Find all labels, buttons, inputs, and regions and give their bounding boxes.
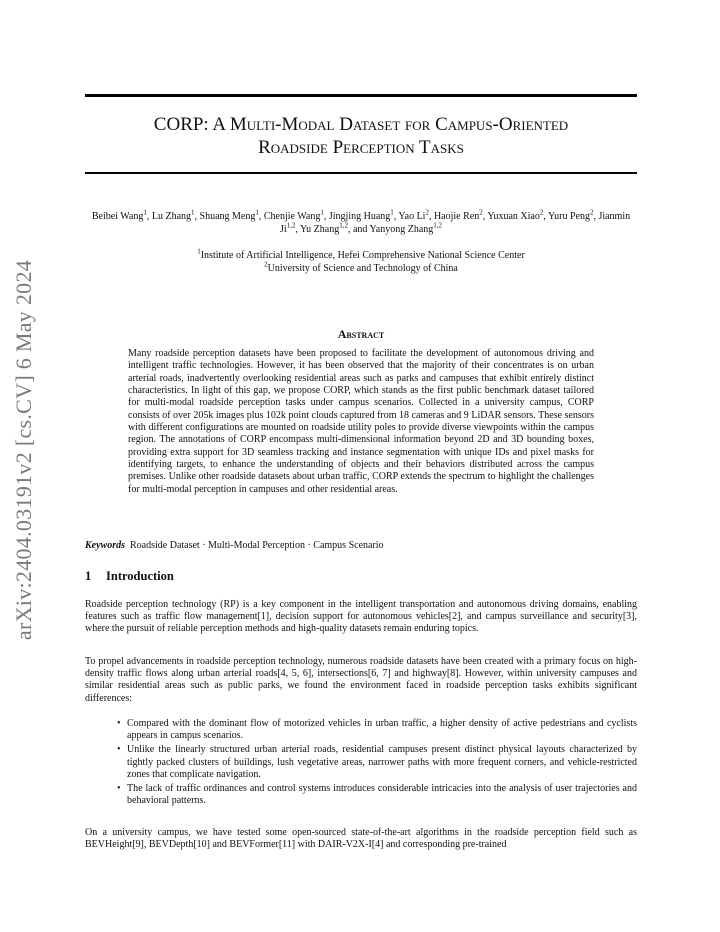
affiliation-mark: 2 [479, 208, 483, 217]
author-name: Chenjie Wang [263, 211, 321, 222]
intro-paragraph-1: Roadside perception technology (RP) is a key component in the intelligent transportation and autonomous driving domains, enabling features such as traffic flow management[1], decision support for autonomous vehicles[2], and campus surveillance and security[3], where the pursuit of reliable perception methods and high-quality datasets remain enduring topics. [85, 599, 637, 635]
affiliations [85, 247, 637, 275]
author-name: Lu Zhang [151, 211, 192, 222]
author-name: Jingjing Huang [328, 211, 391, 222]
author-list: Beibei Wang$^1$, Lu Zhang$^1$, Shuang Meng$^1$, Chenjie Wang$^1$, Jingjing Huang$^1$, Yao Li$^2$, Haojie Ren$^2$, Yuxuan Xiao$^2$, Yuru Peng$^2$, Jianmin Ji$^{1,2}$, Yu Zhang$^{1,2}$, and Yanyong Zhang$^{1,2}$ [91, 208, 631, 235]
title-prefix: CORP: A [153, 114, 230, 135]
author-name: Yuru Peng [548, 211, 590, 222]
paper-title [85, 113, 637, 159]
affiliation-mark: 2 [264, 260, 268, 269]
affiliation-line [85, 260, 637, 276]
title-line1: Multi-Modal Dataset for Campus-Oriented [229, 114, 569, 135]
bullet-icon: • [117, 744, 121, 756]
affiliation-mark: 2 [589, 208, 594, 217]
bullet-text: The lack of traffic ordinances and control systems introduces considerable intricacies into the analysis of user trajectories and behavioral patterns. [127, 783, 637, 807]
bullet-icon: • [117, 783, 121, 795]
affiliation-mark: 1 [143, 208, 147, 217]
section-number: 1 [85, 569, 92, 583]
affiliation-mark: 1,2 [433, 221, 443, 230]
author-name: Beibei Wang [91, 211, 144, 222]
affiliation-text: Institute of Artificial Intelligence, Hefei Comprehensive National Science Center [200, 250, 525, 261]
author-name: Yao Li [398, 211, 426, 222]
bullet-icon: • [117, 718, 121, 729]
author-name: Yuxuan Xiao [487, 211, 540, 222]
keywords-line [85, 540, 637, 552]
author-name: Jianmin Ji [279, 211, 631, 235]
affiliation-line [85, 247, 637, 263]
bullet-text: Compared with the dominant flow of motorized vehicles in urban traffic, a higher density of active pedestrians and cyclists appears in campus scenarios. [127, 718, 637, 742]
affiliation-mark: 1,2 [286, 221, 296, 230]
list-item [85, 744, 637, 781]
section-heading [85, 569, 174, 584]
affiliation-mark: 2 [425, 208, 429, 217]
author-name: Yu Zhang [300, 223, 340, 235]
arxiv-identifier: arXiv:2404.03191v2 [cs.CV] 6 May 2024 [11, 259, 36, 641]
affiliation-mark: 1 [197, 247, 201, 256]
affiliation-mark: 1 [390, 208, 394, 217]
bullet-text: Unlike the linearly structured urban arterial roads, residential campuses present distinct physical layouts characterized by tightly packed clusters of buildings, lush vegetative areas, narrower paths with more frequent corners, and vehicle-restricted zones that complicate navigation. [127, 744, 637, 780]
affiliation-mark: 1 [255, 208, 259, 217]
difference-bullet-list [85, 718, 637, 809]
author-name: Haojie Ren [433, 211, 480, 222]
affiliation-mark: 2 [539, 208, 544, 217]
keywords-list: Roadside Dataset · Multi-Modal Perception · Campus Scenario [130, 540, 384, 551]
affiliation-mark: 1 [191, 208, 195, 217]
author-name: Shuang Meng [199, 211, 256, 222]
affiliation-mark: 1,2 [339, 221, 348, 230]
title-line2: Roadside Perception Tasks [258, 137, 464, 158]
keywords-label: Keywords [85, 540, 125, 551]
section-title: Introduction [106, 569, 174, 583]
title-top-rule [85, 94, 637, 97]
intro-paragraph-2: To propel advancements in roadside perception technology, numerous roadside datasets have been created with a primary focus on high-density traffic flows along urban arterial roads[4, 5, 6], intersections[6, 7] and highway[8]. However, within university campuses and similar residential areas such as public parks, we found the environment faced in roadside perception tasks exhibits significant differences: [85, 656, 637, 704]
affiliation-text: University of Science and Technology of China [267, 262, 458, 274]
affiliation-mark: 1 [320, 208, 324, 217]
list-item [85, 718, 637, 742]
intro-paragraph-3: On a university campus, we have tested some open-sourced state-of-the-art algorithms in the roadside perception field such as BEVHeight[9], BEVDepth[10] and BEVFormer[11] with DAIR-V2X-I[4] and corresponding pre-trained [85, 827, 637, 851]
abstract-heading: Abstract [337, 327, 385, 341]
abstract-text: Many roadside perception datasets have been proposed to facilitate the development of autonomous driving and intelligent traffic technologies. However, it has been observed that the majority of their concentrates is on urban arterial roads, inadvertently overlooking residential areas such as parks and campuses that exhibit entirely distinct characteristics. In light of this gap, we propose CORP, which stands as the first public benchmark dataset tailored for multi-modal roadside perception tasks under campus scenarios. Collected in a university campus, CORP consists of over 205k images plus 102k point clouds captured from 18 cameras and 9 LiDAR sensors. These sensors with different configurations are mounted on roadside utility poles to provide diverse viewpoints within the campus region. The annotations of CORP encompass multi-dimensional information beyond 2D and 3D bounding boxes, providing extra support for 3D seamless tracking and instance segmentation with unique IDs and pixel masks for identifying targets, to enhance the understanding of objects and their behaviors distributed across the campus premises. Unlike other roadside datasets about urban traffic, CORP extends the spectrum to highlight the challenges for multi-modal perception in campuses and other residential areas. [128, 348, 594, 495]
title-bottom-rule [85, 172, 637, 174]
list-item [85, 783, 637, 807]
author-name: Yanyong Zhang [369, 223, 434, 235]
